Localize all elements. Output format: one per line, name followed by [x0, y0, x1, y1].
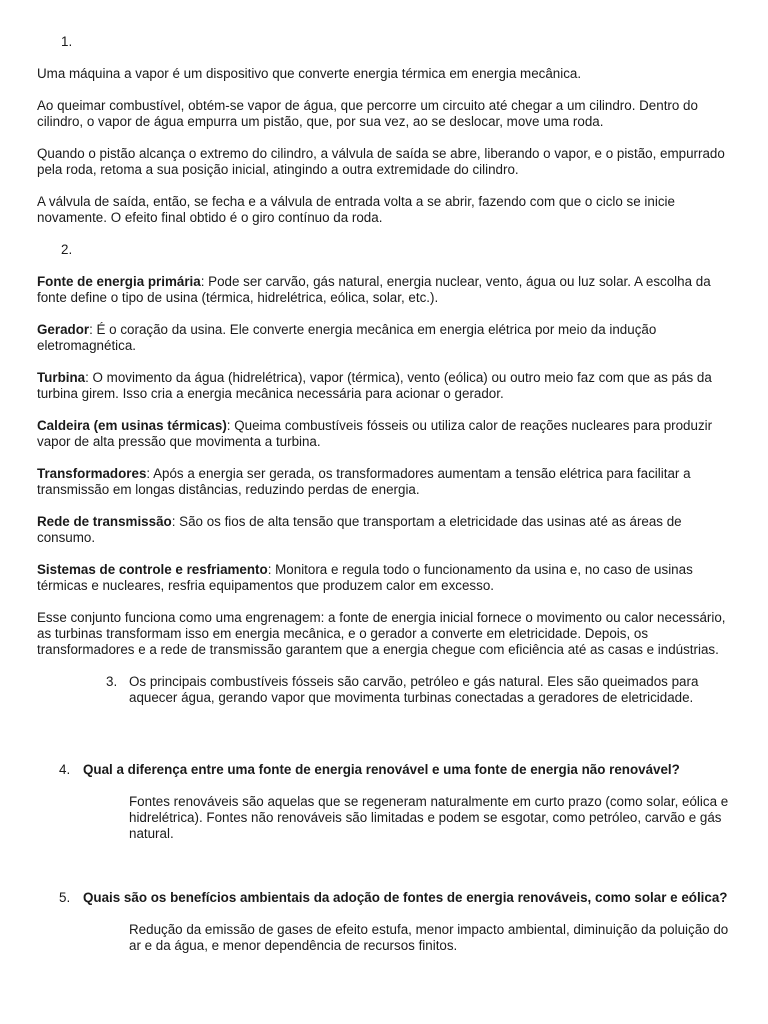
list-item-5 [37, 890, 737, 906]
item-2-number: 2. [61, 242, 73, 257]
item-5-question: Quais são os benefícios ambientais da adoção de fontes de energia renováveis, como solar e eólica? [83, 890, 728, 905]
component-term: Fonte de energia primária [37, 274, 201, 289]
item-2-summary: Esse conjunto funciona como uma engrenagem: a fonte de energia inicial fornece o movimento ou calor necessário, as turbinas transformam isso em energia mecânica, e o gerador a converte em eletricidade. Depois, os transformadores e a rede de transmissão garantem que a energia chegue com eficiência até as casas e indústrias. [37, 610, 726, 657]
list-item-4 [37, 762, 737, 778]
component-term: Rede de transmissão [37, 514, 172, 529]
component-term: Gerador [37, 322, 90, 337]
item-3-number: 3. [106, 674, 118, 689]
component-fonte [37, 274, 737, 306]
item-4-question: Qual a diferença entre uma fonte de energia renovável e uma fonte de energia não renovável? [83, 762, 680, 777]
item-1-paragraph: Ao queimar combustível, obtém-se vapor de água, que percorre um circuito até chegar a um cilindro. Dentro do cilindro, o vapor de água empurra um pistão, que, por sua vez, ao se deslocar, move uma roda. [37, 98, 698, 129]
item-4-number: 4. [59, 762, 71, 777]
component-turbina [37, 370, 737, 402]
list-item-3 [37, 674, 737, 706]
component-text: : O movimento da água (hidrelétrica), vapor (térmica), vento (eólica) ou outro meio faz com que as pás da turbina girem. Isso cria a energia mecânica necessária para acionar o gerador. [37, 370, 712, 401]
component-text: : São os fios de alta tensão que transportam a eletricidade das usinas até as áreas de consumo. [37, 514, 682, 545]
item-5-number: 5. [59, 890, 71, 905]
component-term: Turbina [37, 370, 86, 385]
component-text: : É o coração da usina. Ele converte energia mecânica em energia elétrica por meio da indução eletromagnética. [37, 322, 657, 353]
component-term: Transformadores [37, 466, 147, 481]
item-5-answer: Redução da emissão de gases de efeito estufa, menor impacto ambiental, diminuição da poluição do ar e da água, e menor dependência de recursos finitos. [129, 922, 729, 953]
item-4-answer: Fontes renováveis são aquelas que se regeneram naturalmente em curto prazo (como solar, eólica e hidrelétrica). Fontes não renováveis são limitadas e podem se esgotar, como petróleo, carvão e gás natural. [129, 794, 729, 841]
component-transformadores [37, 466, 737, 498]
component-caldeira [37, 418, 737, 450]
item-1-number: 1. [61, 34, 73, 49]
component-rede [37, 514, 737, 546]
component-gerador [37, 322, 737, 354]
component-text: : Queima combustíveis fósseis ou utiliza calor de reações nucleares para produzir vapor de alta pressão que movimenta a turbina. [37, 418, 713, 449]
component-term: Sistemas de controle e resfriamento [37, 562, 268, 577]
component-text: : Pode ser carvão, gás natural, energia nuclear, vento, água ou luz solar. A escolha da fonte define o tipo de usina (térmica, hidrelétrica, eólica, solar, etc.). [37, 274, 711, 305]
item-1-paragraph: Uma máquina a vapor é um dispositivo que converte energia térmica em energia mecânica. [37, 66, 582, 81]
item-3-text: Os principais combustíveis fósseis são carvão, petróleo e gás natural. Eles são queimados para aquecer água, gerando vapor que movimenta turbinas conectadas a geradores de eletricidade. [129, 674, 699, 705]
document-page [37, 34, 737, 954]
item-1-paragraph: Quando o pistão alcança o extremo do cilindro, a válvula de saída se abre, liberando o vapor, e o pistão, empurrado pela roda, retoma a sua posição inicial, atingindo a outra extremidade do cilindro. [37, 146, 725, 177]
component-term: Caldeira (em usinas térmicas) [37, 418, 227, 433]
component-sistemas [37, 562, 737, 594]
component-text: : Após a energia ser gerada, os transformadores aumentam a tensão elétrica para facilitar a transmissão em longas distâncias, reduzindo perdas de energia. [37, 466, 691, 497]
item-1-paragraph: A válvula de saída, então, se fecha e a válvula de entrada volta a se abrir, fazendo com que o ciclo se inicie novamente. O efeito final obtido é o giro contínuo da roda. [37, 194, 675, 225]
component-text: : Monitora e regula todo o funcionamento da usina e, no caso de usinas térmicas e nucleares, resfria equipamentos que produzem calor em excesso. [37, 562, 693, 593]
